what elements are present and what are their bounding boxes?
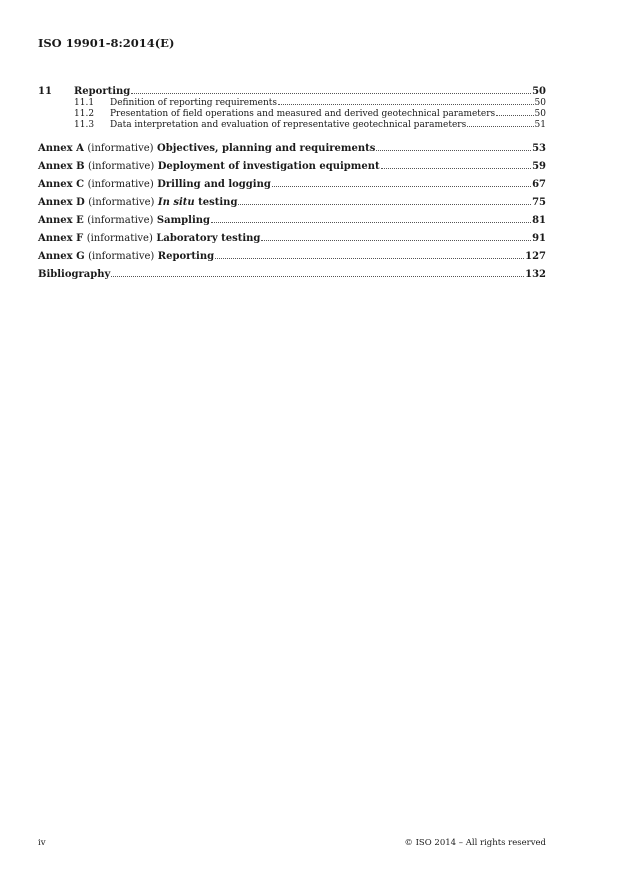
annex-title: Drilling and logging (157, 179, 271, 190)
annex-title: Sampling (156, 215, 211, 226)
annex-label: Annex B (38, 161, 85, 172)
toc-annex-d[interactable] (38, 194, 546, 212)
dot-leader (238, 204, 531, 205)
bibliography-page: 132 (525, 269, 546, 280)
dot-leader (467, 126, 533, 127)
dot-leader (496, 115, 533, 116)
subclause-title: Presentation of field operations and measured and derived geotechnical parameters (110, 109, 496, 119)
dot-leader (215, 258, 524, 259)
annex-label: Annex E (38, 215, 84, 226)
toc-annex-g[interactable] (38, 248, 546, 266)
dot-leader (381, 168, 531, 169)
subclause-number: 11.2 (74, 109, 95, 119)
subclause-number: 11.3 (74, 120, 95, 130)
dot-leader (376, 150, 531, 151)
annex-title: Reporting (157, 251, 215, 262)
annex-type: (informative) (86, 233, 153, 244)
annex-title: Deployment of investigation equipment (157, 161, 380, 172)
toc-clause-11[interactable] (38, 86, 546, 98)
subclause-title: Definition of reporting requirements (110, 98, 278, 108)
annex-type: (informative) (88, 161, 155, 172)
annex-label: Annex D (38, 197, 85, 208)
annex-page: 53 (532, 143, 546, 154)
dot-leader (278, 104, 534, 105)
toc-annex-a[interactable] (38, 140, 546, 158)
subclause-title: Data interpretation and evaluation of representative geotechnical parameters (110, 120, 467, 130)
annex-label: Annex G (38, 251, 85, 262)
annex-label: Annex A (38, 143, 84, 154)
dot-leader (272, 186, 531, 187)
annex-page: 91 (532, 233, 546, 244)
toc-bibliography[interactable] (38, 266, 546, 284)
annex-title: Objectives, planning and requirements (157, 143, 376, 154)
annex-title-italic: In situ (157, 197, 195, 208)
bibliography-title: Bibliography (38, 269, 111, 280)
annex-page: 67 (532, 179, 546, 190)
annex-type: (informative) (87, 143, 154, 154)
annex-page: 81 (532, 215, 546, 226)
clause-number: 11 (38, 86, 52, 97)
subclause-page: 50 (534, 109, 546, 119)
table-of-contents (38, 86, 546, 284)
subclause-number: 11.1 (74, 98, 95, 108)
annex-type: (informative) (88, 251, 155, 262)
annex-page: 127 (525, 251, 546, 262)
clause-title: Reporting (74, 86, 131, 97)
dot-leader (131, 93, 531, 94)
dot-leader (111, 276, 524, 277)
toc-subclause-11-3[interactable] (38, 120, 546, 131)
annex-label: Annex C (38, 179, 85, 190)
annex-label: Annex F (38, 233, 84, 244)
subclause-page: 50 (534, 98, 546, 108)
toc-annex-c[interactable] (38, 176, 546, 194)
dot-leader (261, 240, 531, 241)
annex-type: (informative) (87, 179, 154, 190)
annex-page: 75 (532, 197, 546, 208)
subclause-page: 51 (534, 120, 546, 130)
page-footer (38, 838, 546, 848)
toc-annex-e[interactable] (38, 212, 546, 230)
toc-subclause-11-1[interactable] (38, 98, 546, 109)
dot-leader (211, 222, 531, 223)
annex-page: 59 (532, 161, 546, 172)
annex-title: Laboratory testing (156, 233, 261, 244)
page-number: iv (38, 838, 46, 848)
toc-annex-b[interactable] (38, 158, 546, 176)
document-id: ISO 19901-8:2014(E) (38, 36, 175, 50)
clause-page: 50 (532, 86, 546, 97)
toc-subclause-11-2[interactable] (38, 109, 546, 120)
annex-type: (informative) (88, 197, 155, 208)
annex-type: (informative) (87, 215, 154, 226)
toc-annex-f[interactable] (38, 230, 546, 248)
copyright-notice: © ISO 2014 – All rights reserved (404, 838, 546, 848)
annex-title: testing (198, 197, 238, 208)
